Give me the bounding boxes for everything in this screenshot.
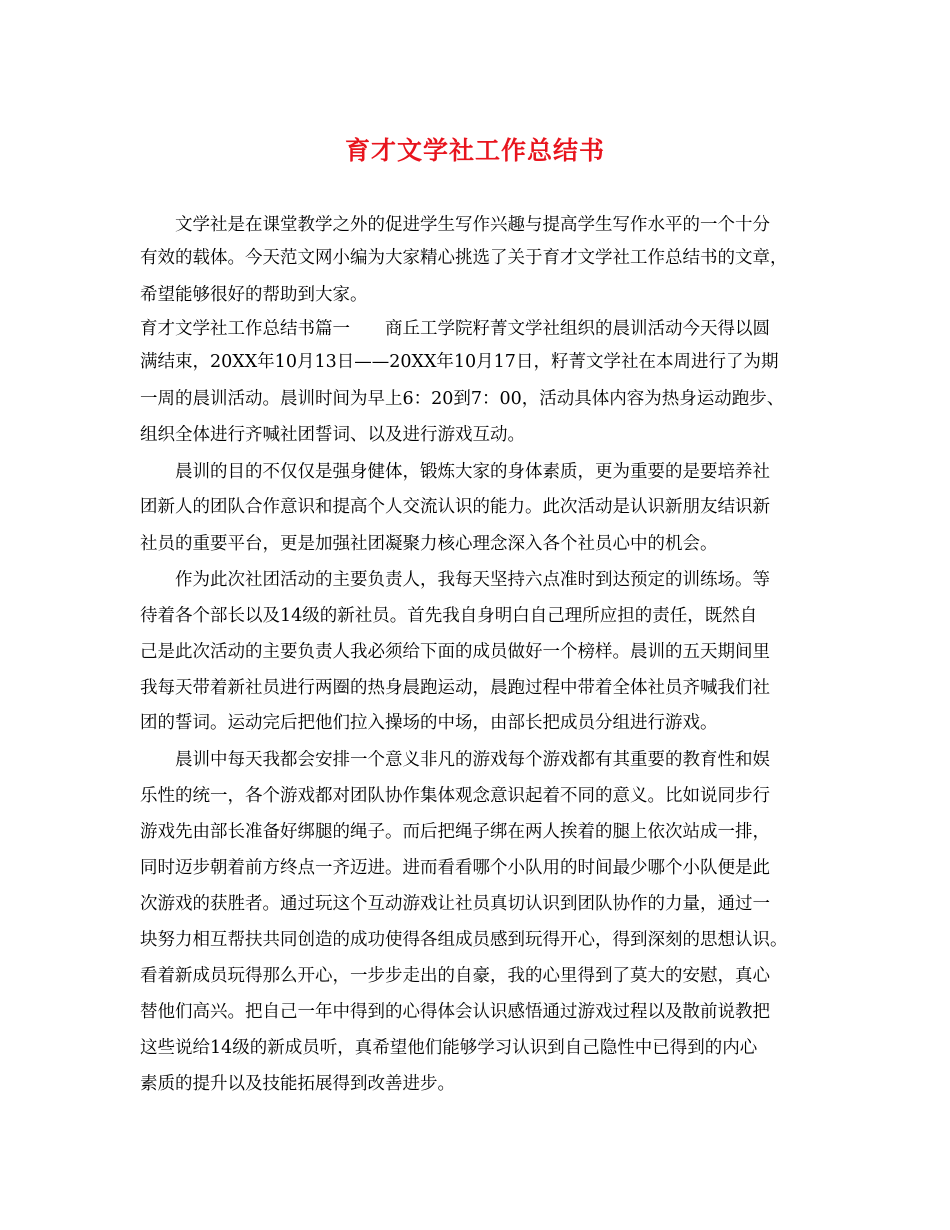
body-line: 晨训的目的不仅仅是强身健体，锻炼大家的身体素质，更为重要的是要培养社 [140, 462, 770, 482]
body-line: 作为此次社团活动的主要负责人，我每天坚持六点准时到达预定的训练场。等 [140, 570, 770, 590]
body-line: 文学社是在课堂教学之外的促进学生写作兴趣与提高学生写作水平的一个十分 [140, 215, 770, 235]
body-line: 同时迈步朝着前方终点一齐迈进。进而看看哪个小队用的时间最少哪个小队便是此 [140, 858, 770, 878]
body-line: 乐性的统一，各个游戏都对团队协作集体观念意识起着不同的意义。比如说同步行 [140, 786, 770, 806]
body-line: 替他们高兴。把自己一年中得到的心得体会认识感悟通过游戏过程以及散前说教把 [140, 1002, 770, 1022]
body-line: 一周的晨训活动。晨训时间为早上6：20到7：00，活动具体内容为热身运动跑步、 [140, 389, 785, 409]
body-line: 希望能够很好的帮助到大家。 [140, 285, 368, 305]
body-line: 组织全体进行齐喊社团誓词、以及进行游戏互动。 [140, 425, 525, 445]
body-line: 素质的提升以及技能拓展得到改善进步。 [140, 1074, 455, 1094]
body-line: 有效的载体。今天范文网小编为大家精心挑选了关于育才文学社工作总结书的文章， [140, 248, 788, 268]
document-title: 育才文学社工作总结书 [344, 136, 605, 165]
body-line: 满结束，20XX年10月13日——20XX年10月17日，籽菁文学社在本周进行了为期 [140, 352, 779, 372]
body-line: 团新人的团队合作意识和提高个人交流认识的能力。此次活动是认识新朋友结识新 [140, 497, 770, 517]
body-line: 游戏先由部长准备好绑腿的绳子。而后把绳子绑在两人挨着的腿上依次站成一排， [140, 822, 770, 842]
body-line: 这些说给14级的新成员听，真希望他们能够学习认识到自己隐性中已得到的内心 [140, 1038, 758, 1058]
body-line: 育才文学社工作总结书篇一 商丘工学院籽菁文学社组织的晨训活动今天得以圆 [140, 319, 770, 339]
body-line: 看着新成员玩得那么开心，一步步走出的自豪，我的心里得到了莫大的安慰，真心 [140, 966, 770, 986]
body-line: 社员的重要平台，更是加强社团凝聚力核心理念深入各个社员心中的机会。 [140, 534, 718, 554]
body-line: 块努力相互帮扶共同创造的成功使得各组成员感到玩得开心，得到深刻的思想认识。 [140, 930, 788, 950]
body-line: 晨训中每天我都会安排一个意义非凡的游戏每个游戏都有其重要的教育性和娱 [140, 750, 770, 770]
body-line: 次游戏的获胜者。通过玩这个互动游戏让社员真切认识到团队协作的力量，通过一 [140, 894, 770, 914]
body-line: 待着各个部长以及14级的新社员。首先我自身明白自己理所应担的责任，既然自 [140, 606, 758, 626]
body-line: 我每天带着新社员进行两圈的热身晨跑运动，晨跑过程中带着全体社员齐喊我们社 [140, 678, 770, 698]
body-line: 团的誓词。运动完后把他们拉入操场的中场，由部长把成员分组进行游戏。 [140, 713, 718, 733]
body-line: 己是此次活动的主要负责人我必须给下面的成员做好一个榜样。晨训的五天期间里 [140, 642, 770, 662]
